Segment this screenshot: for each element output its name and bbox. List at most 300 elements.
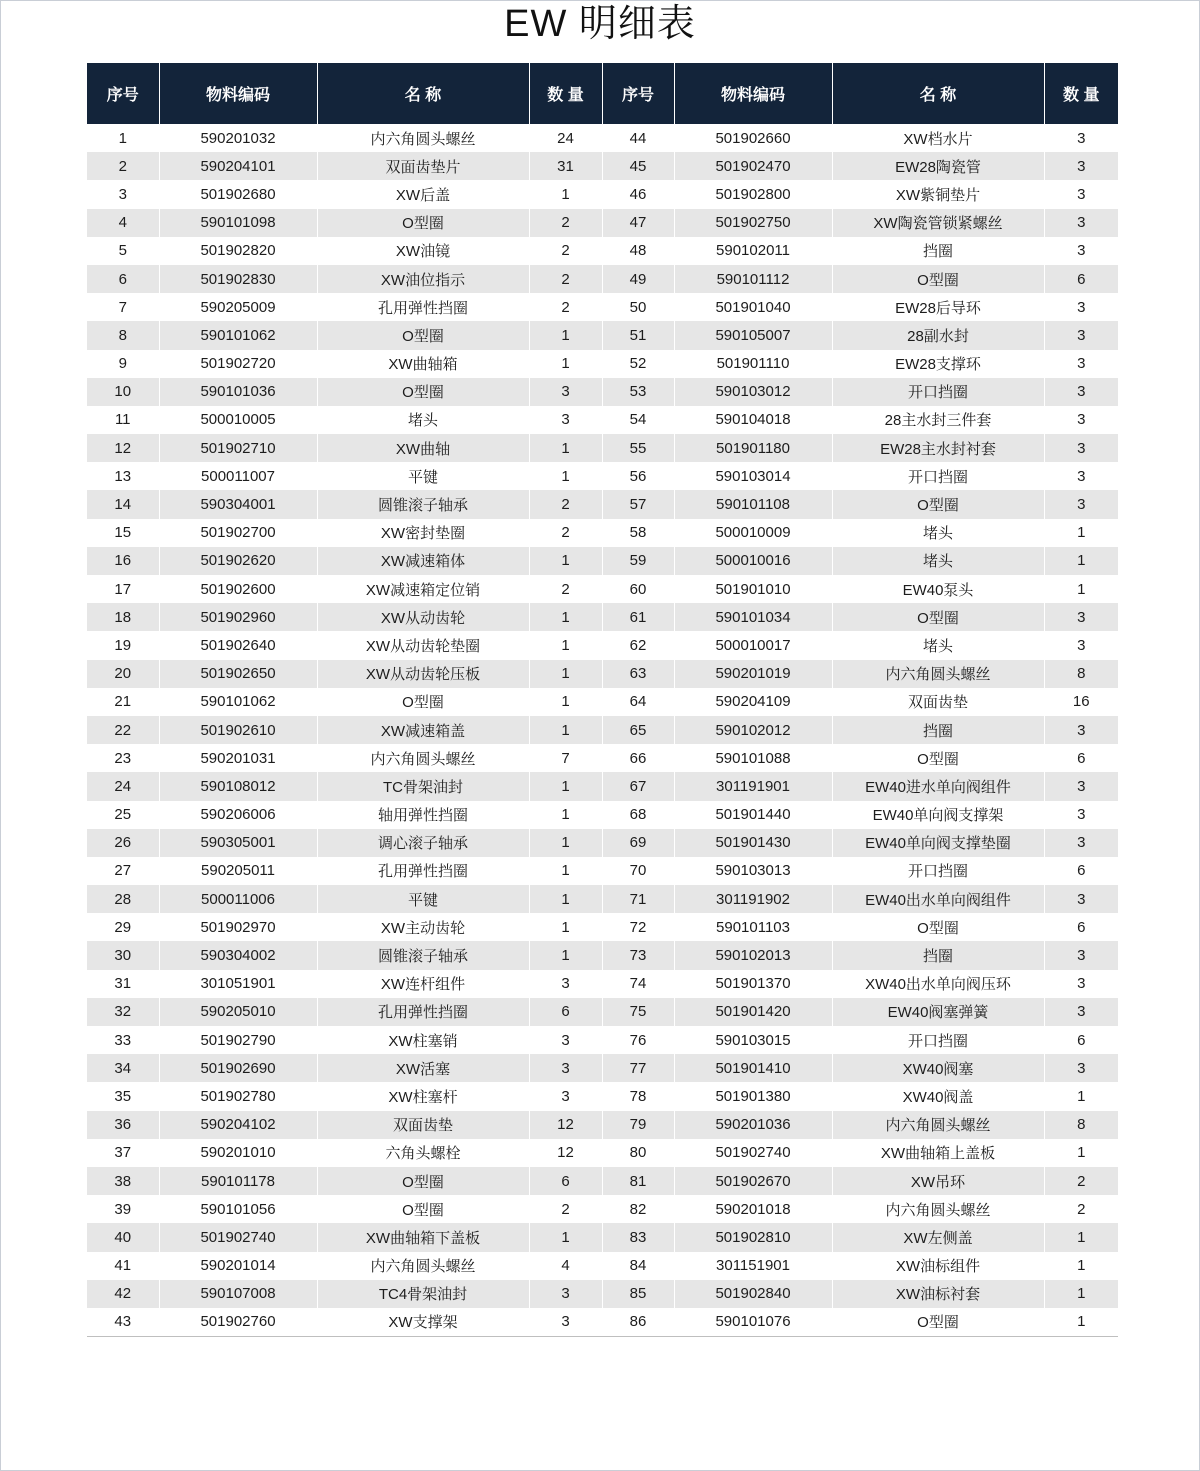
cell-name-2: 内六角圆头螺丝: [832, 1111, 1044, 1139]
cell-quantity: 2: [529, 490, 602, 518]
cell-material-code: 590205010: [159, 998, 317, 1026]
cell-material-code: 590204102: [159, 1111, 317, 1139]
cell-name-2: 堵头: [832, 631, 1044, 659]
cell-index: 12: [87, 434, 159, 462]
cell-name: 双面齿垫片: [317, 152, 529, 180]
cell-name-2: 内六角圆头螺丝: [832, 660, 1044, 688]
cell-quantity-2: 1: [1044, 1308, 1118, 1337]
cell-index-2: 55: [602, 434, 674, 462]
cell-quantity: 6: [529, 998, 602, 1026]
cell-index: 9: [87, 350, 159, 378]
cell-material-code: 590206006: [159, 801, 317, 829]
cell-quantity: 1: [529, 688, 602, 716]
cell-index: 20: [87, 660, 159, 688]
header-material-code: 物料编码: [159, 63, 317, 124]
cell-name-2: XW吊环: [832, 1167, 1044, 1195]
cell-quantity-2: 1: [1044, 1139, 1118, 1167]
cell-name: XW油镜: [317, 237, 529, 265]
cell-index-2: 45: [602, 152, 674, 180]
cell-quantity: 12: [529, 1139, 602, 1167]
cell-name-2: O型圈: [832, 490, 1044, 518]
cell-quantity-2: 2: [1044, 1167, 1118, 1195]
table-body: [87, 124, 1118, 1337]
cell-name-2: EW28主水封衬套: [832, 434, 1044, 462]
cell-index-2: 79: [602, 1111, 674, 1139]
cell-name-2: 堵头: [832, 547, 1044, 575]
cell-name: 轴用弹性挡圈: [317, 801, 529, 829]
cell-material-code-2: 501902740: [674, 1139, 832, 1167]
cell-quantity: 1: [529, 660, 602, 688]
cell-material-code-2: 501901040: [674, 293, 832, 321]
cell-material-code-2: 590105007: [674, 321, 832, 349]
cell-index: 1: [87, 124, 159, 152]
cell-quantity-2: 6: [1044, 1026, 1118, 1054]
cell-material-code: 501902620: [159, 547, 317, 575]
cell-quantity-2: 6: [1044, 913, 1118, 941]
cell-quantity: 1: [529, 350, 602, 378]
cell-quantity: 1: [529, 941, 602, 969]
cell-material-code: 500011006: [159, 885, 317, 913]
cell-material-code-2: 590101034: [674, 603, 832, 631]
cell-quantity: 3: [529, 406, 602, 434]
cell-quantity: 1: [529, 857, 602, 885]
cell-index: 11: [87, 406, 159, 434]
cell-name: XW减速箱盖: [317, 716, 529, 744]
cell-index-2: 50: [602, 293, 674, 321]
cell-name-2: XW曲轴箱上盖板: [832, 1139, 1044, 1167]
cell-quantity: 1: [529, 462, 602, 490]
cell-index: 41: [87, 1252, 159, 1280]
cell-name: O型圈: [317, 1195, 529, 1223]
cell-quantity: 2: [529, 1195, 602, 1223]
cell-quantity: 1: [529, 603, 602, 631]
cell-name: TC骨架油封: [317, 772, 529, 800]
cell-quantity-2: 3: [1044, 801, 1118, 829]
cell-quantity-2: 6: [1044, 857, 1118, 885]
cell-material-code-2: 501901420: [674, 998, 832, 1026]
cell-material-code: 590201010: [159, 1139, 317, 1167]
cell-quantity-2: 6: [1044, 265, 1118, 293]
cell-quantity: 3: [529, 970, 602, 998]
cell-quantity-2: 3: [1044, 772, 1118, 800]
cell-material-code-2: 590101112: [674, 265, 832, 293]
cell-name: O型圈: [317, 1167, 529, 1195]
cell-material-code: 501902830: [159, 265, 317, 293]
cell-name: XW从动齿轮: [317, 603, 529, 631]
cell-quantity: 2: [529, 293, 602, 321]
cell-quantity: 24: [529, 124, 602, 152]
table-row: [87, 603, 1118, 631]
cell-material-code: 590304002: [159, 941, 317, 969]
cell-material-code: 590101062: [159, 688, 317, 716]
cell-name-2: 开口挡圈: [832, 462, 1044, 490]
cell-material-code-2: 301191902: [674, 885, 832, 913]
cell-name: 双面齿垫: [317, 1111, 529, 1139]
cell-index-2: 80: [602, 1139, 674, 1167]
cell-name: TC4骨架油封: [317, 1280, 529, 1308]
table-row: [87, 1026, 1118, 1054]
cell-name: 平键: [317, 885, 529, 913]
cell-quantity: 2: [529, 209, 602, 237]
cell-index: 32: [87, 998, 159, 1026]
cell-quantity: 1: [529, 547, 602, 575]
page-title: EW 明细表: [504, 3, 696, 45]
cell-material-code: 501902780: [159, 1082, 317, 1110]
cell-quantity: 3: [529, 1280, 602, 1308]
cell-material-code: 501902610: [159, 716, 317, 744]
cell-quantity: 1: [529, 434, 602, 462]
table-row: [87, 716, 1118, 744]
cell-name-2: 开口挡圈: [832, 857, 1044, 885]
cell-index-2: 78: [602, 1082, 674, 1110]
cell-name: 内六角圆头螺丝: [317, 124, 529, 152]
table-row: [87, 1223, 1118, 1251]
cell-index-2: 75: [602, 998, 674, 1026]
cell-index-2: 60: [602, 575, 674, 603]
cell-quantity: 3: [529, 378, 602, 406]
cell-name: O型圈: [317, 378, 529, 406]
cell-name-2: 开口挡圈: [832, 1026, 1044, 1054]
cell-index: 22: [87, 716, 159, 744]
cell-material-code-2: 501901180: [674, 434, 832, 462]
cell-name-2: 挡圈: [832, 941, 1044, 969]
cell-material-code: 590108012: [159, 772, 317, 800]
cell-index-2: 82: [602, 1195, 674, 1223]
cell-quantity-2: 1: [1044, 1082, 1118, 1110]
cell-name: 圆锥滚子轴承: [317, 941, 529, 969]
cell-quantity-2: 3: [1044, 829, 1118, 857]
cell-name: XW柱塞杆: [317, 1082, 529, 1110]
cell-material-code: 501902690: [159, 1054, 317, 1082]
table-row: [87, 265, 1118, 293]
cell-material-code-2: 590102011: [674, 237, 832, 265]
cell-name-2: O型圈: [832, 913, 1044, 941]
cell-material-code-2: 501902840: [674, 1280, 832, 1308]
cell-quantity: 12: [529, 1111, 602, 1139]
cell-quantity-2: 3: [1044, 885, 1118, 913]
header-name-2: 名 称: [832, 63, 1044, 124]
cell-quantity-2: 3: [1044, 180, 1118, 208]
cell-name-2: XW左侧盖: [832, 1223, 1044, 1251]
cell-material-code-2: 590103013: [674, 857, 832, 885]
cell-name: XW活塞: [317, 1054, 529, 1082]
cell-name: 内六角圆头螺丝: [317, 744, 529, 772]
cell-material-code-2: 501901370: [674, 970, 832, 998]
table-row: [87, 885, 1118, 913]
cell-quantity-2: 3: [1044, 237, 1118, 265]
table-row: [87, 462, 1118, 490]
cell-index-2: 61: [602, 603, 674, 631]
cell-material-code: 501902640: [159, 631, 317, 659]
cell-material-code: 590101178: [159, 1167, 317, 1195]
cell-index: 13: [87, 462, 159, 490]
table-row: [87, 998, 1118, 1026]
cell-index: 3: [87, 180, 159, 208]
cell-material-code: 590205011: [159, 857, 317, 885]
table-row: [87, 1308, 1118, 1337]
cell-quantity-2: 3: [1044, 321, 1118, 349]
cell-name-2: 双面齿垫: [832, 688, 1044, 716]
cell-name: XW油位指示: [317, 265, 529, 293]
cell-index: 10: [87, 378, 159, 406]
cell-index-2: 76: [602, 1026, 674, 1054]
cell-material-code-2: 501901430: [674, 829, 832, 857]
cell-index: 43: [87, 1308, 159, 1337]
cell-quantity: 1: [529, 321, 602, 349]
cell-index: 23: [87, 744, 159, 772]
cell-material-code: 501902650: [159, 660, 317, 688]
header-name: 名 称: [317, 63, 529, 124]
cell-name: XW从动齿轮压板: [317, 660, 529, 688]
cell-index-2: 49: [602, 265, 674, 293]
cell-material-code-2: 590103014: [674, 462, 832, 490]
cell-material-code: 590101098: [159, 209, 317, 237]
cell-name-2: 开口挡圈: [832, 378, 1044, 406]
cell-material-code-2: 590103012: [674, 378, 832, 406]
cell-quantity: 2: [529, 575, 602, 603]
cell-material-code: 501902970: [159, 913, 317, 941]
cell-name-2: O型圈: [832, 603, 1044, 631]
cell-index-2: 86: [602, 1308, 674, 1337]
cell-index: 4: [87, 209, 159, 237]
cell-quantity-2: 3: [1044, 152, 1118, 180]
cell-material-code: 501902700: [159, 519, 317, 547]
cell-material-code-2: 501901440: [674, 801, 832, 829]
cell-material-code-2: 590101076: [674, 1308, 832, 1337]
cell-index-2: 44: [602, 124, 674, 152]
cell-index: 29: [87, 913, 159, 941]
cell-quantity-2: 3: [1044, 378, 1118, 406]
header-quantity: 数 量: [529, 63, 602, 124]
cell-material-code-2: 500010017: [674, 631, 832, 659]
table-row: [87, 1054, 1118, 1082]
cell-name-2: EW40单向阀支撑架: [832, 801, 1044, 829]
cell-material-code-2: 590102013: [674, 941, 832, 969]
cell-name: O型圈: [317, 321, 529, 349]
cell-index: 14: [87, 490, 159, 518]
cell-index-2: 85: [602, 1280, 674, 1308]
cell-quantity: 2: [529, 237, 602, 265]
cell-name: XW支撑架: [317, 1308, 529, 1337]
cell-quantity: 1: [529, 829, 602, 857]
cell-name: XW主动齿轮: [317, 913, 529, 941]
cell-index: 27: [87, 857, 159, 885]
header-index-2: 序号: [602, 63, 674, 124]
cell-index: 42: [87, 1280, 159, 1308]
cell-name-2: EW40阀塞弹簧: [832, 998, 1044, 1026]
cell-name-2: O型圈: [832, 1308, 1044, 1337]
cell-quantity: 1: [529, 716, 602, 744]
cell-quantity-2: 3: [1044, 1054, 1118, 1082]
cell-name-2: O型圈: [832, 265, 1044, 293]
cell-quantity-2: 3: [1044, 998, 1118, 1026]
cell-material-code-2: 590201019: [674, 660, 832, 688]
cell-name-2: EW40出水单向阀组件: [832, 885, 1044, 913]
cell-material-code-2: 301191901: [674, 772, 832, 800]
cell-index-2: 73: [602, 941, 674, 969]
cell-quantity: 2: [529, 519, 602, 547]
table-row: [87, 152, 1118, 180]
cell-index-2: 66: [602, 744, 674, 772]
cell-material-code-2: 501902470: [674, 152, 832, 180]
cell-material-code-2: 590201036: [674, 1111, 832, 1139]
cell-material-code-2: 500010009: [674, 519, 832, 547]
cell-quantity-2: 1: [1044, 1252, 1118, 1280]
cell-material-code-2: 590103015: [674, 1026, 832, 1054]
cell-index: 39: [87, 1195, 159, 1223]
cell-index: 33: [87, 1026, 159, 1054]
cell-quantity: 31: [529, 152, 602, 180]
parts-table: [87, 63, 1118, 1337]
cell-index: 28: [87, 885, 159, 913]
cell-name-2: EW40进水单向阀组件: [832, 772, 1044, 800]
table-row: [87, 1082, 1118, 1110]
cell-name-2: 28主水封三件套: [832, 406, 1044, 434]
cell-index: 38: [87, 1167, 159, 1195]
table-row: [87, 1111, 1118, 1139]
cell-name-2: O型圈: [832, 744, 1044, 772]
cell-name: XW曲轴: [317, 434, 529, 462]
cell-name-2: XW油标衬套: [832, 1280, 1044, 1308]
cell-index-2: 77: [602, 1054, 674, 1082]
table-row: [87, 378, 1118, 406]
table-row: [87, 547, 1118, 575]
cell-name: 孔用弹性挡圈: [317, 857, 529, 885]
cell-quantity-2: 1: [1044, 547, 1118, 575]
cell-index-2: 48: [602, 237, 674, 265]
cell-material-code: 501902720: [159, 350, 317, 378]
cell-material-code-2: 500010016: [674, 547, 832, 575]
cell-name: XW曲轴箱: [317, 350, 529, 378]
cell-name: 内六角圆头螺丝: [317, 1252, 529, 1280]
cell-quantity-2: 8: [1044, 660, 1118, 688]
cell-name: 圆锥滚子轴承: [317, 490, 529, 518]
table-row: [87, 970, 1118, 998]
cell-material-code: 590101062: [159, 321, 317, 349]
cell-name: 孔用弹性挡圈: [317, 293, 529, 321]
table-row: [87, 519, 1118, 547]
cell-quantity-2: 3: [1044, 970, 1118, 998]
cell-index: 2: [87, 152, 159, 180]
table-row: [87, 1195, 1118, 1223]
cell-index: 26: [87, 829, 159, 857]
table-row: [87, 941, 1118, 969]
cell-quantity: 1: [529, 180, 602, 208]
cell-index-2: 68: [602, 801, 674, 829]
cell-name-2: EW28陶瓷管: [832, 152, 1044, 180]
cell-quantity: 3: [529, 1054, 602, 1082]
cell-name-2: EW28后导环: [832, 293, 1044, 321]
cell-index-2: 71: [602, 885, 674, 913]
cell-index: 7: [87, 293, 159, 321]
cell-quantity-2: 6: [1044, 744, 1118, 772]
cell-quantity-2: 3: [1044, 406, 1118, 434]
cell-quantity-2: 3: [1044, 716, 1118, 744]
cell-quantity-2: 3: [1044, 293, 1118, 321]
table-row: [87, 575, 1118, 603]
table-row: [87, 1167, 1118, 1195]
cell-index: 31: [87, 970, 159, 998]
cell-quantity-2: 1: [1044, 1223, 1118, 1251]
table-row: [87, 1280, 1118, 1308]
cell-quantity: 1: [529, 772, 602, 800]
cell-material-code: 590204101: [159, 152, 317, 180]
cell-material-code: 501902760: [159, 1308, 317, 1337]
table-row: [87, 180, 1118, 208]
table-row: [87, 293, 1118, 321]
cell-index-2: 74: [602, 970, 674, 998]
cell-quantity: 1: [529, 1223, 602, 1251]
table-row: [87, 321, 1118, 349]
cell-index: 19: [87, 631, 159, 659]
cell-quantity-2: 3: [1044, 603, 1118, 631]
table-row: [87, 237, 1118, 265]
table-row: [87, 801, 1118, 829]
cell-index: 18: [87, 603, 159, 631]
cell-quantity: 3: [529, 1026, 602, 1054]
cell-name-2: EW40泵头: [832, 575, 1044, 603]
cell-material-code: 590201014: [159, 1252, 317, 1280]
cell-material-code: 590304001: [159, 490, 317, 518]
cell-index-2: 72: [602, 913, 674, 941]
cell-name-2: XW40阀塞: [832, 1054, 1044, 1082]
table-row: [87, 124, 1118, 152]
cell-material-code-2: 590201018: [674, 1195, 832, 1223]
cell-name: O型圈: [317, 209, 529, 237]
table-header-row: [87, 63, 1118, 124]
cell-material-code: 590101056: [159, 1195, 317, 1223]
cell-material-code-2: 590104018: [674, 406, 832, 434]
cell-quantity-2: 3: [1044, 941, 1118, 969]
table-row: [87, 857, 1118, 885]
cell-material-code: 501902820: [159, 237, 317, 265]
table-row: [87, 660, 1118, 688]
cell-material-code: 590101036: [159, 378, 317, 406]
cell-quantity-2: 1: [1044, 519, 1118, 547]
table-row: [87, 350, 1118, 378]
cell-index: 36: [87, 1111, 159, 1139]
cell-quantity-2: 3: [1044, 124, 1118, 152]
cell-material-code-2: 501902800: [674, 180, 832, 208]
cell-quantity: 1: [529, 801, 602, 829]
cell-material-code-2: 590101108: [674, 490, 832, 518]
cell-quantity: 3: [529, 1082, 602, 1110]
cell-name-2: 堵头: [832, 519, 1044, 547]
cell-material-code: 501902790: [159, 1026, 317, 1054]
cell-index: 16: [87, 547, 159, 575]
cell-material-code-2: 590102012: [674, 716, 832, 744]
header-material-code-2: 物料编码: [674, 63, 832, 124]
table-row: [87, 688, 1118, 716]
cell-name-2: XW陶瓷管锁紧螺丝: [832, 209, 1044, 237]
cell-name-2: XW紫铜垫片: [832, 180, 1044, 208]
cell-index-2: 62: [602, 631, 674, 659]
table-row: [87, 406, 1118, 434]
cell-index-2: 69: [602, 829, 674, 857]
cell-name: 调心滚子轴承: [317, 829, 529, 857]
cell-index-2: 84: [602, 1252, 674, 1280]
cell-name-2: EW28支撑环: [832, 350, 1044, 378]
table-row: [87, 1252, 1118, 1280]
cell-material-code-2: 590204109: [674, 688, 832, 716]
cell-material-code: 301051901: [159, 970, 317, 998]
cell-index-2: 64: [602, 688, 674, 716]
cell-material-code-2: 301151901: [674, 1252, 832, 1280]
cell-name: XW连杆组件: [317, 970, 529, 998]
cell-index: 24: [87, 772, 159, 800]
cell-name: XW柱塞销: [317, 1026, 529, 1054]
cell-quantity: 1: [529, 913, 602, 941]
